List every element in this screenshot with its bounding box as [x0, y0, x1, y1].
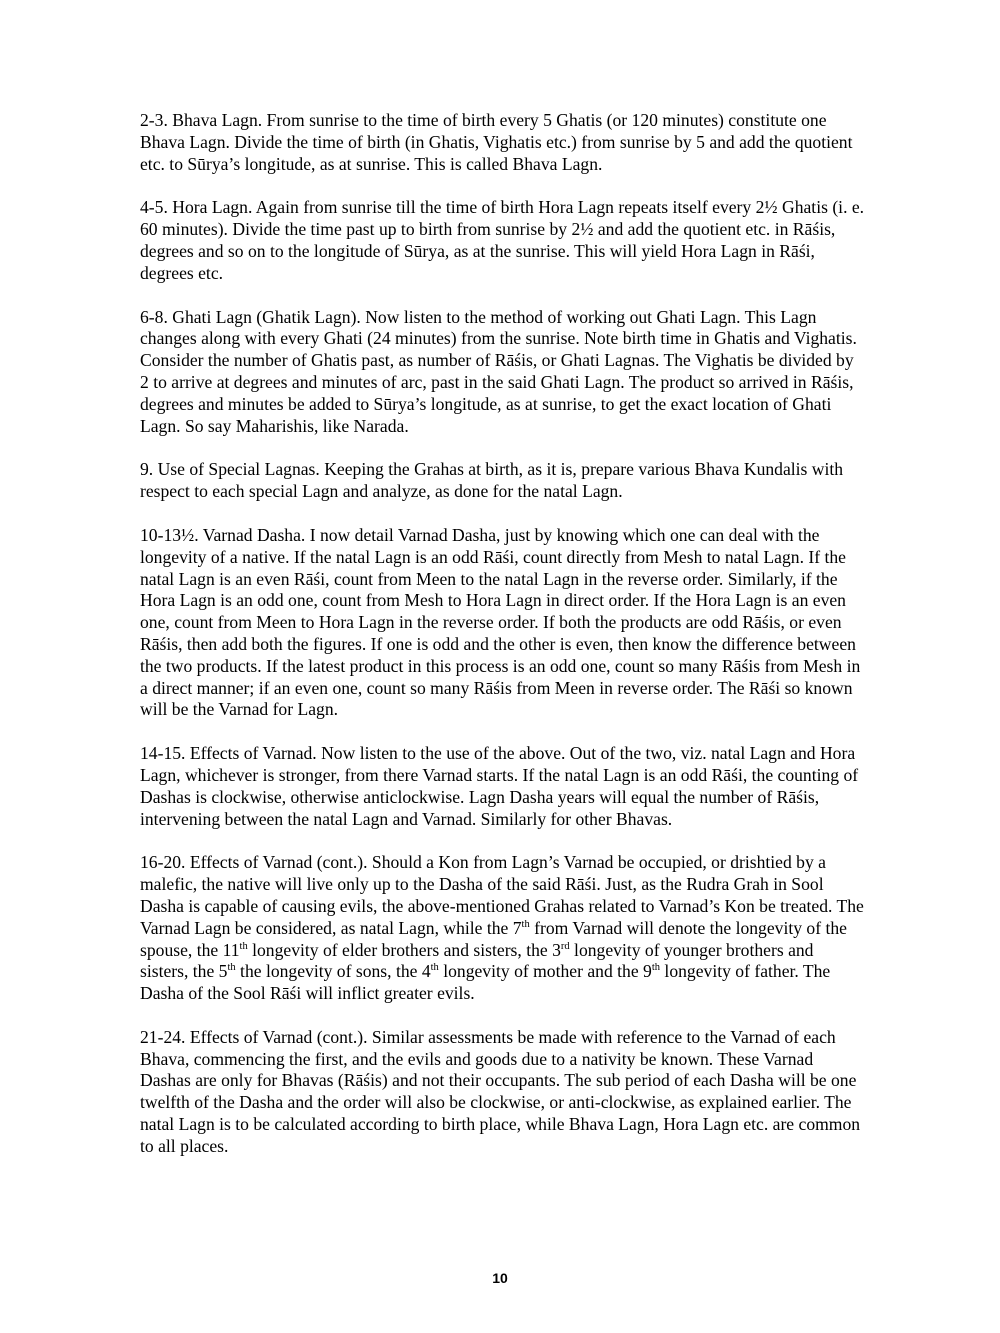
text-segment: longevity of father. The Dasha of the Sool Rāśi will inflict greater evils.: [140, 961, 831, 1004]
paragraph-effects-of-varnad: 14-15. Effects of Varnad. Now listen to the use of the above. Out of the two, viz. natal Lagn and Hora Lagn, whichever is stronger, from there Varnad starts. If the natal Lagn is an odd Rāśi, the counting of Dashas is clockwise, otherwise anticlockwise. Lagn Dasha years will equal the number of Rāśis, intervening between the natal Lagn and Varnad. Similarly for other Bhavas.: [140, 743, 859, 829]
ordinal-suffix: th: [521, 918, 530, 930]
paragraph-effects-of-varnad-cont-2: 21-24. Effects of Varnad (cont.). Similar assessments be made with reference to the Varnad of each Bhava, commencing the first, and the evils and goods due to a nativity be known. These Varnad Dashas are only for Bhavas (Rāśis) and not their occupants. The sub period of each Dasha will be one twelfth of the Dasha and the order will also be clockwise, or anti-clockwise, as explained earlier. The natal Lagn is to be calculated according to birth place, while Bhava Lagn, Hora Lagn etc. are common to all places.: [140, 1026, 861, 1156]
ordinal-suffix: th: [239, 940, 248, 952]
text-segment: 16-20. Effects of Varnad (cont.). Should a Kon from Lagn’s Varnad be occupied, or drishtied by a malefic, the native will live only up to the Dasha of the said Rāśi. Just, as the Rudra Grah in Sool Dasha is capable of causing evils, the above-mentioned Grahas related to Varnad’s Kon be treated. The Varnad Lagn be considered, as natal Lagn, while the 7: [140, 852, 864, 938]
text-segment: the longevity of sons, the 4: [235, 961, 431, 982]
paragraph-ghati-lagn: 6-8. Ghati Lagn (Ghatik Lagn). Now listen to the method of working out Ghati Lagn. This Lagn changes along with every Ghati (24 minutes) from the sunrise. Note birth time in Ghatis and Vighatis. Consider the number of Ghatis past, as number of Rāśis, or Ghati Lagnas. The Vighatis be divided by 2 to arrive at degrees and minutes of arc, past in the said Ghati Lagn. The product so arrived in Rāśis, degrees and minutes be added to Sūrya’s longitude, as at sunrise, to get the exact location of Ghati Lagn. So say Maharishis, like Narada.: [140, 306, 857, 436]
ordinal-suffix: th: [227, 962, 236, 974]
text-segment: longevity of elder brothers and sisters, the 3: [247, 939, 561, 960]
paragraph-bhava-lagn: 2-3. Bhava Lagn. From sunrise to the time of birth every 5 Ghatis (or 120 minutes) constitute one Bhava Lagn. Divide the time of birth (in Ghatis, Vighatis etc.) from sunrise by 5 and add the quotient etc. to Sūrya’s longitude, as at sunrise. This is called Bhava Lagn.: [140, 110, 853, 174]
text-segment: longevity of younger brothers and sisters, the 5: [140, 939, 814, 982]
paragraph-varnad-dasha: 10-13½. Varnad Dasha. I now detail Varnad Dasha, just by knowing which one can deal with the longevity of a native. If the natal Lagn is an odd Rāśi, count directly from Mesh to natal Lagn. If the natal Lagn is an even Rāśi, count from Meen to the natal Lagn in the reverse order. Similarly, if the Hora Lagn is an odd one, count from Mesh to Hora Lagn in direct order. If the Hora Lagn is an even one, count from Meen to Hora Lagn in the reverse order. If both the products are odd Rāśis, or even Rāśis, then add both the figures. If one is odd and the other is even, then know the difference between the two products. If the latest product in this process is an odd one, count so many Rāśis from Mesh in a direct manner; if an even one, count so many Rāśis from Meen in reverse order. The Rāśi so known will be the Varnad for Lagn.: [140, 524, 861, 720]
text-segment: from Varnad will denote the longevity of the spouse, the 11: [140, 917, 847, 960]
ordinal-suffix: th: [651, 962, 661, 974]
paragraph-hora-lagn: 4-5. Hora Lagn. Again from sunrise till the time of birth Hora Lagn repeats itself every 2½ Ghatis (i. e. 60 minutes). Divide the time past up to birth from sunrise by 2½ and add the quotient etc. in Rāśis, degrees and so on to the longitude of Sūrya, as at the sunrise. This will yield Hora Lagn in Rāśi, degrees etc.: [140, 197, 865, 283]
ordinal-suffix: th: [430, 962, 439, 974]
ordinal-suffix: rd: [560, 940, 570, 952]
page-number: 10: [492, 1270, 508, 1286]
paragraph-special-lagnas: 9. Use of Special Lagnas. Keeping the Grahas at birth, as it is, prepare various Bhava Kundalis with respect to each special Lagn and analyze, as done for the natal Lagn.: [140, 459, 844, 502]
text-segment: longevity of mother and the 9: [438, 961, 652, 982]
body-text: [140, 110, 865, 1180]
paragraph-effects-of-varnad-cont-1: [140, 852, 865, 1005]
